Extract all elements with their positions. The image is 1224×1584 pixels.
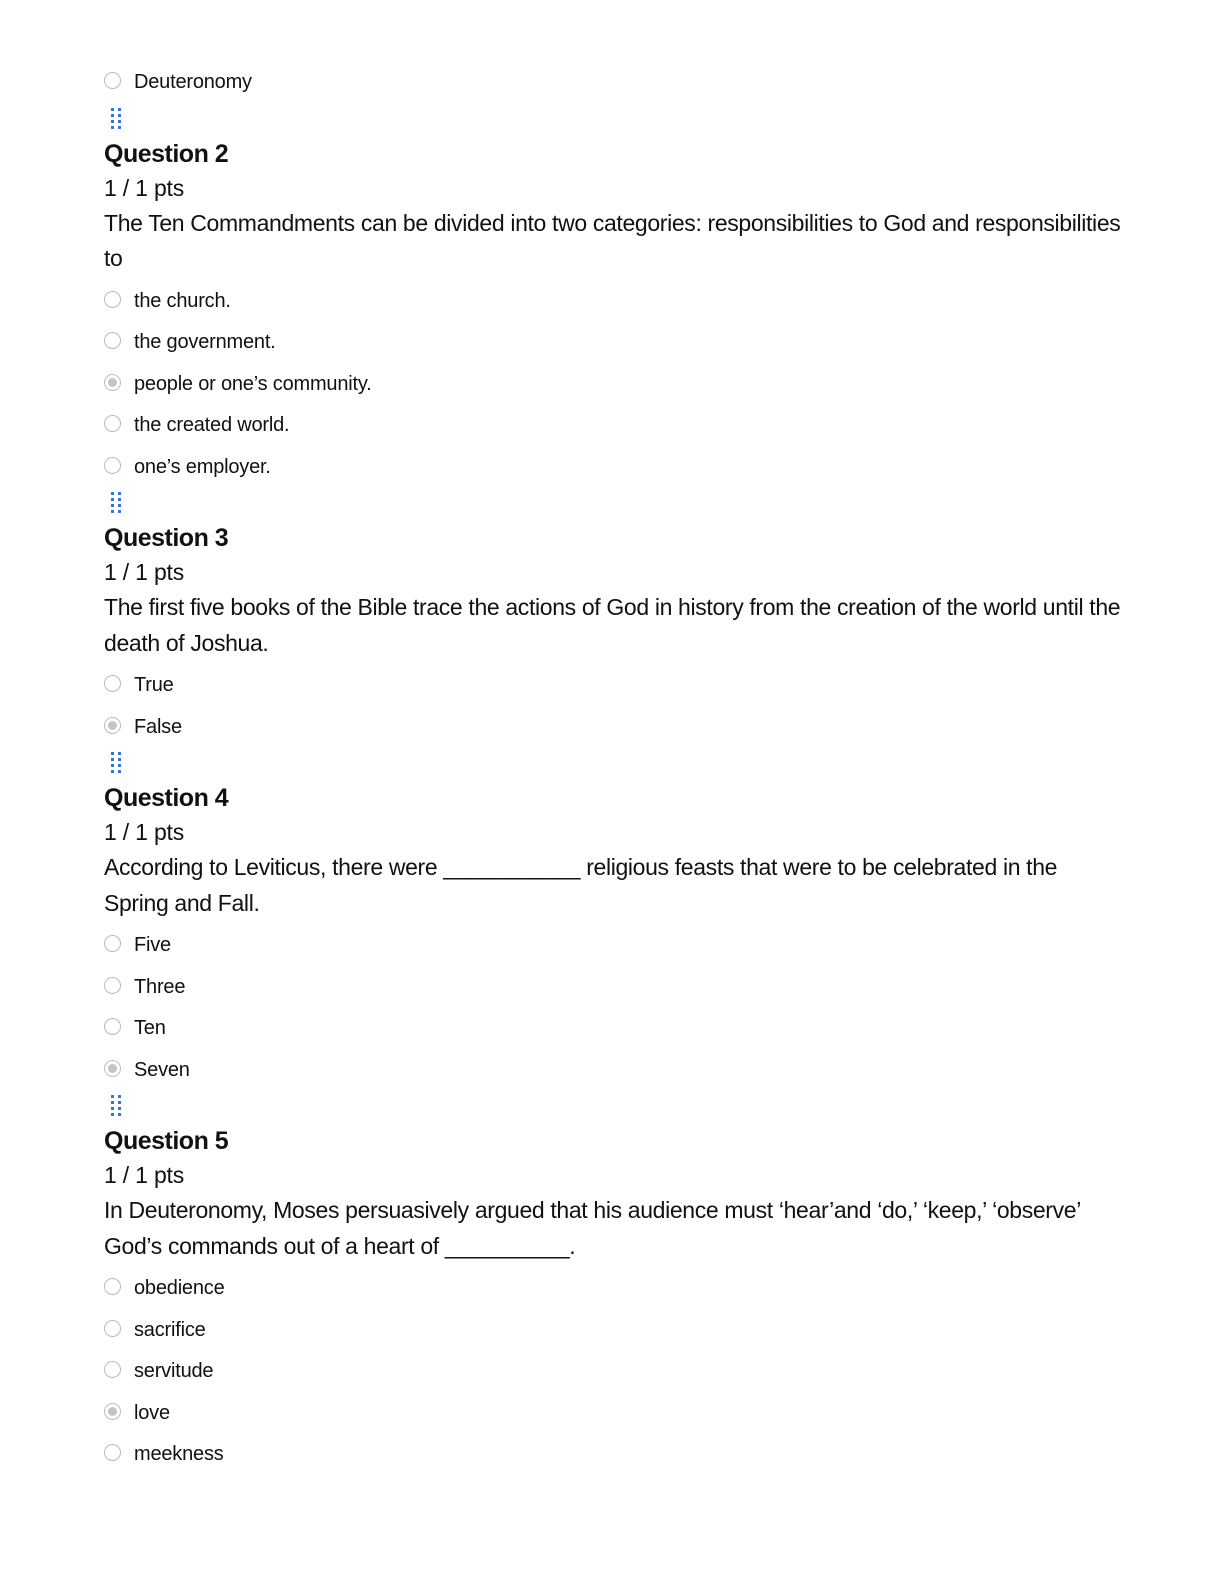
- radio-button-icon[interactable]: [104, 977, 121, 994]
- drag-handle-icon[interactable]: [111, 1095, 121, 1116]
- answer-option-label: sacrifice: [134, 1318, 206, 1341]
- radio-button-icon[interactable]: [104, 1278, 121, 1295]
- answer-option[interactable]: [104, 1393, 1124, 1435]
- answer-option[interactable]: [104, 281, 1124, 323]
- question-points: 1 / 1 pts: [104, 559, 185, 585]
- answer-option-label: Three: [134, 975, 186, 998]
- radio-button-icon[interactable]: [104, 415, 121, 432]
- question-title: Question 5: [104, 1127, 229, 1155]
- answer-option[interactable]: [104, 1351, 1124, 1393]
- answer-option[interactable]: [104, 405, 1124, 447]
- radio-button-icon[interactable]: [104, 1403, 121, 1420]
- radio-button-icon[interactable]: [104, 675, 121, 692]
- radio-button-icon[interactable]: [104, 1060, 121, 1077]
- answer-option-label: the created world.: [134, 414, 290, 437]
- question-text: In Deuteronomy, Moses persuasively argued that his audience must ‘hear’and ‘do,’ ‘keep,’ ‘observe’ God’s commands out of a heart of __________.: [104, 1197, 1081, 1259]
- question-points: 1 / 1 pts: [104, 819, 185, 845]
- answer-option[interactable]: [104, 707, 1124, 749]
- answer-option[interactable]: [104, 1434, 1124, 1476]
- answer-option-label: Seven: [134, 1058, 190, 1081]
- answer-option-label: obedience: [134, 1277, 225, 1300]
- answer-option-label: meekness: [134, 1443, 224, 1466]
- answer-option[interactable]: [104, 967, 1124, 1009]
- question-points: 1 / 1 pts: [104, 1162, 185, 1188]
- answer-option-label: Five: [134, 934, 171, 957]
- radio-button-icon[interactable]: [104, 1444, 121, 1461]
- answer-option-label: people or one’s community.: [134, 372, 372, 395]
- radio-button-icon[interactable]: [104, 1018, 121, 1035]
- question-block: [104, 522, 1124, 748]
- drag-handle-icon[interactable]: [111, 492, 121, 513]
- radio-button-icon[interactable]: [104, 72, 121, 89]
- answer-option[interactable]: [104, 1310, 1124, 1352]
- answer-option[interactable]: [104, 322, 1124, 364]
- radio-button-icon[interactable]: [104, 457, 121, 474]
- radio-button-icon[interactable]: [104, 291, 121, 308]
- answer-option-label: the government.: [134, 331, 276, 354]
- drag-handle-icon[interactable]: [111, 108, 121, 129]
- radio-button-icon[interactable]: [104, 1361, 121, 1378]
- answer-option[interactable]: [104, 1050, 1124, 1092]
- radio-button-icon[interactable]: [104, 332, 121, 349]
- answer-option-label: love: [134, 1401, 170, 1424]
- question-text: The Ten Commandments can be divided into two categories: responsibilities to God and responsibilities to: [104, 209, 1121, 271]
- radio-button-icon[interactable]: [104, 1320, 121, 1337]
- radio-button-icon[interactable]: [104, 717, 121, 734]
- answer-option[interactable]: [104, 1268, 1124, 1310]
- question-title: Question 4: [104, 784, 229, 812]
- question-points: 1 / 1 pts: [104, 174, 185, 201]
- answer-option-label: one’s employer.: [134, 455, 271, 478]
- answer-option-label: Ten: [134, 1017, 166, 1040]
- question-block: [104, 1125, 1124, 1476]
- question-title: Question 3: [104, 524, 229, 552]
- answer-option-label: False: [134, 715, 182, 738]
- answer-option-label: Deuteronomy: [134, 71, 252, 94]
- radio-button-icon[interactable]: [104, 374, 121, 391]
- question-title: Question 2: [104, 139, 229, 168]
- answer-option-label: True: [134, 674, 174, 697]
- answer-option-label: the church.: [134, 289, 231, 312]
- answer-option[interactable]: [104, 665, 1124, 707]
- answer-option[interactable]: [104, 925, 1124, 967]
- question-block: [104, 782, 1124, 1091]
- answer-option[interactable]: [104, 62, 1124, 104]
- quiz-page: [104, 62, 1124, 1476]
- question-text: According to Leviticus, there were ___________ religious feasts that were to be celebrated in the Spring and Fall.: [104, 854, 1058, 916]
- radio-button-icon[interactable]: [104, 935, 121, 952]
- question-text: The first five books of the Bible trace the actions of God in history from the creation of the world until the death of Joshua.: [104, 594, 1121, 656]
- answer-option-label: servitude: [134, 1360, 214, 1383]
- question-block: [104, 138, 1124, 489]
- answer-option[interactable]: [104, 447, 1124, 489]
- answer-option[interactable]: [104, 1008, 1124, 1050]
- answer-option[interactable]: [104, 364, 1124, 406]
- drag-handle-icon[interactable]: [111, 752, 121, 773]
